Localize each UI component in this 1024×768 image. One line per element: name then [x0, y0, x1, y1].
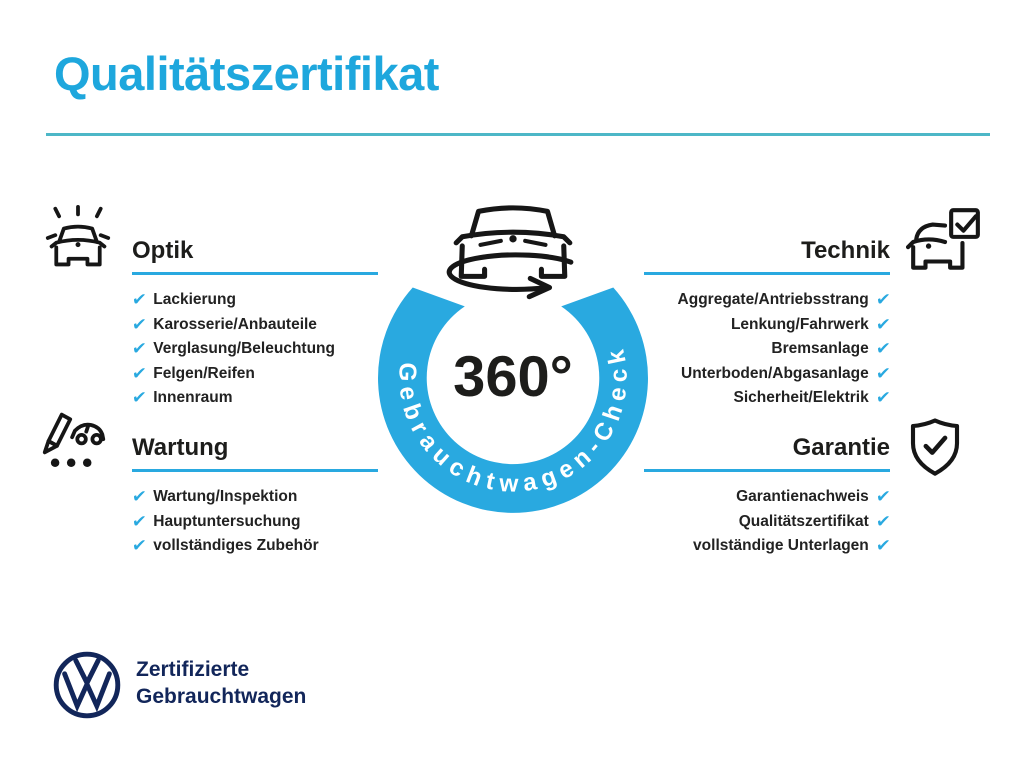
badge-360 [360, 183, 666, 523]
check-icon: ✔ [131, 536, 148, 555]
footer-line2: Gebrauchtwagen [136, 685, 307, 708]
check-icon: ✔ [131, 314, 148, 334]
check-item [644, 313, 890, 338]
check-icon: ✔ [131, 339, 148, 358]
section-technik [644, 238, 890, 411]
check-icon: ✔ [874, 339, 892, 358]
pencil-car-icon [40, 408, 108, 476]
check-item-label: Aggregate/Antriebsstrang [677, 291, 869, 308]
check-icon: ✔ [131, 363, 148, 383]
garantie-checklist [644, 472, 890, 559]
check-item [644, 362, 890, 387]
wartung-checklist [132, 472, 378, 559]
check-icon: ✔ [874, 290, 892, 309]
check-item [132, 534, 378, 559]
check-item-label: Wartung/Inspektion [153, 488, 298, 505]
section-garantie [644, 435, 890, 559]
degrees-label: 360° [453, 345, 573, 410]
check-item-label: Sicherheit/Elektrik [733, 389, 869, 406]
section-optik [132, 238, 378, 411]
check-item-label: vollständiges Zubehör [153, 537, 319, 554]
section-technik-title: Technik [644, 238, 890, 275]
footer-line1: Zertifizierte [136, 658, 250, 681]
check-item-label: Hauptuntersuchung [153, 512, 301, 530]
ring-label: Gebrauchtwagen-Check [392, 345, 633, 498]
check-item-label: Qualitätszertifikat [738, 512, 869, 530]
check-item [644, 534, 890, 559]
check-item-label: Karosserie/Anbauteile [153, 315, 317, 333]
check-item [132, 485, 378, 510]
check-item-label: Bremsanlage [771, 340, 869, 357]
check-icon: ✔ [874, 363, 892, 383]
check-item-label: Felgen/Reifen [153, 364, 255, 382]
check-icon: ✔ [874, 388, 892, 407]
optik-checklist [132, 275, 378, 411]
check-item-label: Garantienachweis [736, 488, 869, 505]
shield-check-icon [902, 415, 968, 481]
check-item [132, 288, 378, 313]
car-shine-icon [44, 204, 112, 272]
check-item [132, 313, 378, 338]
check-icon: ✔ [874, 536, 892, 555]
title-divider [46, 133, 990, 136]
check-icon: ✔ [131, 388, 148, 407]
section-garantie-title: Garantie [644, 435, 890, 472]
check-icon: ✔ [874, 511, 892, 531]
technik-checklist [644, 275, 890, 411]
section-wartung [132, 435, 378, 559]
check-icon: ✔ [874, 487, 892, 506]
check-item [644, 510, 890, 535]
check-item-label: Lenkung/Fahrwerk [730, 315, 869, 333]
check-item [644, 288, 890, 313]
check-icon: ✔ [874, 314, 892, 334]
check-item [644, 485, 890, 510]
check-item [132, 337, 378, 362]
check-icon: ✔ [131, 487, 148, 506]
check-item-label: vollständige Unterlagen [693, 537, 869, 554]
car-rotate-icon [449, 208, 571, 297]
check-icon: ✔ [131, 290, 148, 309]
section-optik-title: Optik [132, 238, 378, 275]
vw-logo [52, 650, 122, 725]
check-item-label: Innenraum [153, 389, 233, 406]
check-item-label: Unterboden/Abgasanlage [681, 364, 869, 382]
check-icon: ✔ [131, 511, 148, 531]
check-item [132, 362, 378, 387]
check-item [644, 337, 890, 362]
page-title: Qualitätszertifikat [54, 47, 439, 100]
check-item-label: Lackierung [153, 291, 236, 308]
check-item [644, 386, 890, 411]
car-checkbox-icon [906, 206, 984, 278]
check-item [132, 510, 378, 535]
footer-claim [136, 656, 306, 710]
section-wartung-title: Wartung [132, 435, 378, 472]
check-item [132, 386, 378, 411]
check-item-label: Verglasung/Beleuchtung [153, 340, 335, 357]
